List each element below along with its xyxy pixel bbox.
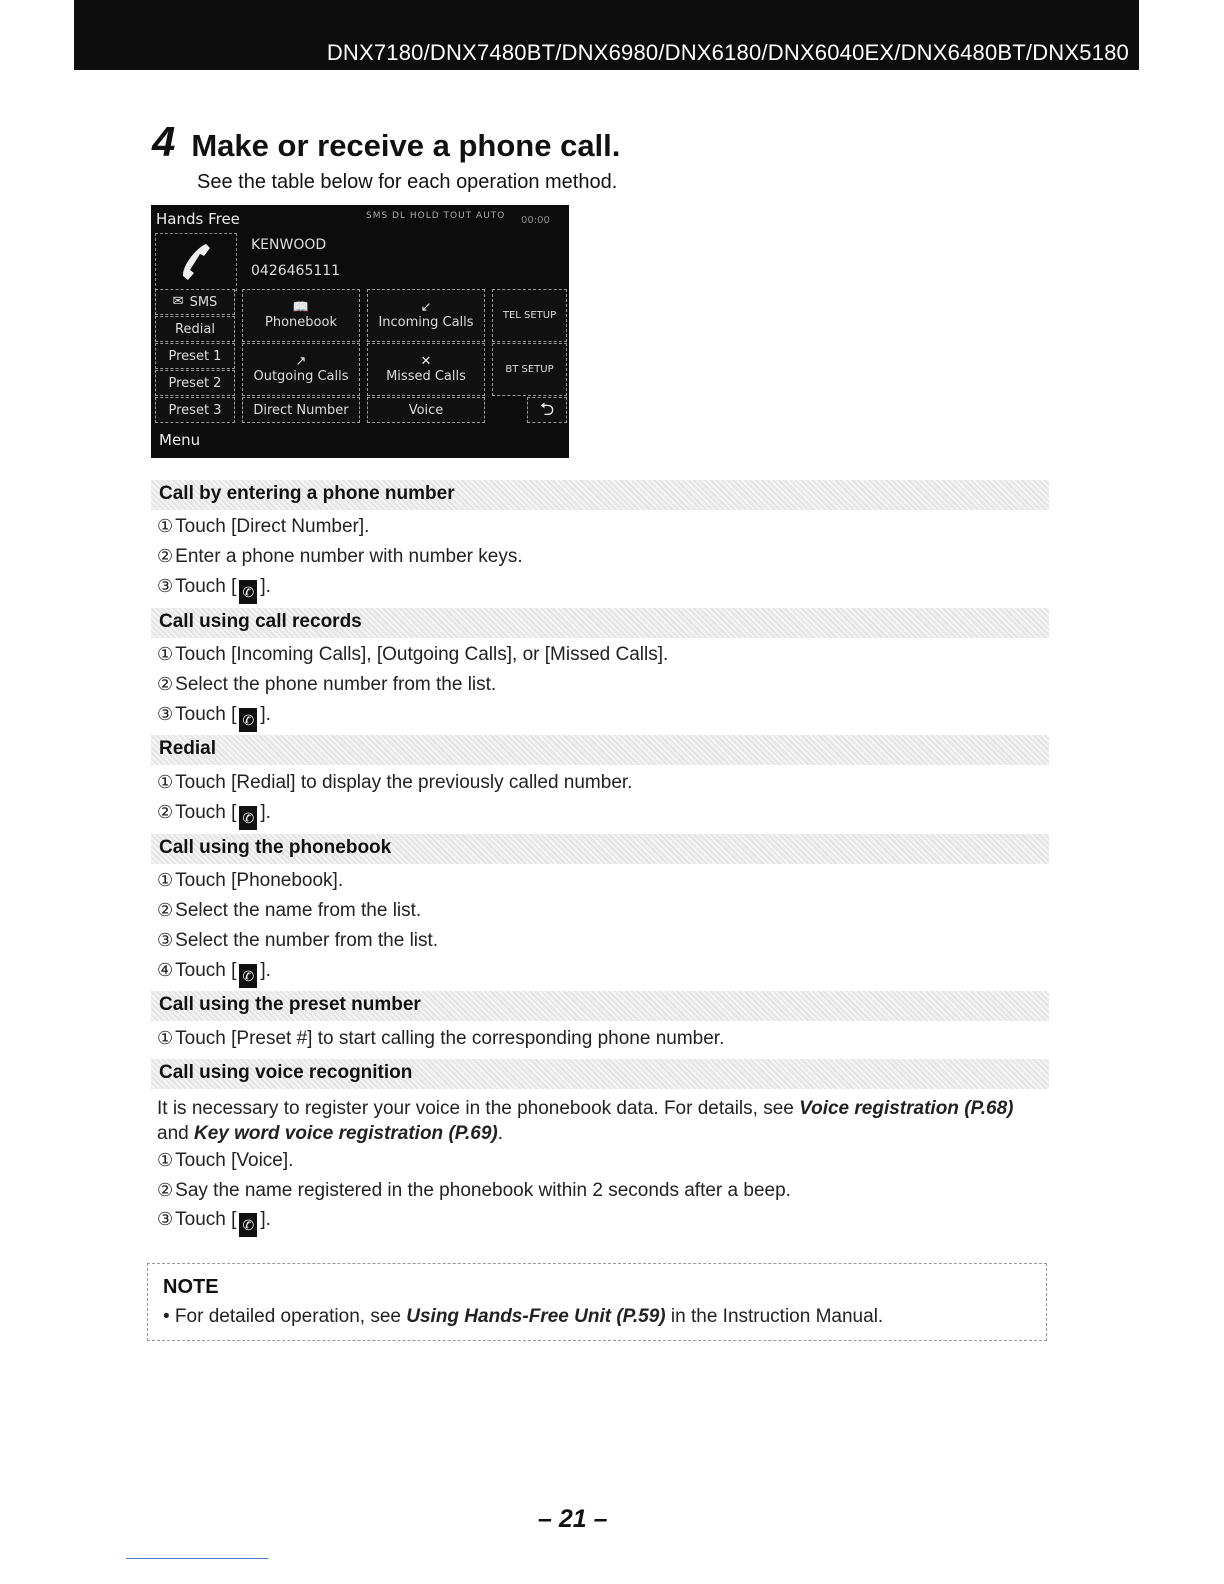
- call-icon: ✆: [239, 806, 257, 830]
- outgoing-call-icon: ↗: [295, 354, 307, 369]
- step-heading: [152, 118, 620, 166]
- direct-number-button[interactable]: Direct Number: [242, 397, 360, 423]
- preset-1-button[interactable]: Preset 1: [155, 343, 235, 369]
- section-heading: Call using the preset number: [151, 991, 1049, 1021]
- hands-free-screen: [151, 205, 569, 458]
- step-line: ② Say the name registered in the phonebook within 2 seconds after a beep.: [157, 1180, 791, 1201]
- step-line: ③ Touch [ ✆ ].: [157, 704, 271, 732]
- contact-number: 0426465111: [251, 263, 341, 279]
- voice-intro: It is necessary to register your voice in the phonebook data. For details, see Voice registration (P.68) and Key word voice registration (P.69).: [157, 1098, 1014, 1144]
- step-line: ① Touch [Incoming Calls], [Outgoing Calls], or [Missed Calls].: [157, 644, 669, 665]
- preset-3-button[interactable]: Preset 3: [155, 397, 235, 423]
- step-number: 4: [152, 118, 176, 165]
- menu-button[interactable]: Menu: [159, 431, 201, 449]
- preset-2-button[interactable]: Preset 2: [155, 370, 235, 396]
- sms-icon: ✉: [172, 294, 184, 309]
- sms-button[interactable]: ✉ SMS: [155, 289, 235, 315]
- model-list: DNX7180/DNX7480BT/DNX6980/DNX6180/DNX6040EX/DNX6480BT/DNX5180: [326, 40, 1129, 65]
- section-heading: Call using call records: [151, 608, 1049, 638]
- section-heading: Call by entering a phone number: [151, 480, 1049, 510]
- call-icon: ✆: [239, 708, 257, 732]
- missed-call-icon: ✕: [420, 354, 432, 369]
- step-line: ① Touch [Direct Number].: [157, 516, 370, 537]
- contact-name: KENWOOD: [251, 237, 327, 253]
- section-heading: Call using voice recognition: [151, 1059, 1049, 1089]
- outgoing-calls-button[interactable]: ↗ Outgoing Calls: [242, 343, 360, 396]
- step-line: ① Touch [Phonebook].: [157, 870, 344, 891]
- book-icon: 📖: [292, 300, 310, 315]
- call-icon: ✆: [239, 964, 257, 988]
- step-title: Make or receive a phone call.: [191, 128, 621, 163]
- section-heading: Call using the phonebook: [151, 834, 1049, 864]
- call-button[interactable]: [155, 233, 237, 291]
- step-line: ① Touch [Voice].: [157, 1150, 294, 1171]
- screen-title: Hands Free: [156, 210, 240, 228]
- section-heading: Redial: [151, 735, 1049, 765]
- step-line: ① Touch [Redial] to display the previously called number.: [157, 772, 633, 793]
- step-line: ④ Touch [ ✆ ].: [157, 960, 271, 988]
- note-title: NOTE: [163, 1276, 219, 1298]
- tel-setup-button[interactable]: TEL SETUP: [492, 289, 567, 342]
- clock: 00:00: [521, 215, 550, 226]
- step-line: ① Touch [Preset #] to start calling the corresponding phone number.: [157, 1028, 725, 1049]
- status-icons: SMS DL HOLD TOUT AUTO: [366, 211, 506, 221]
- phonebook-button[interactable]: 📖 Phonebook: [242, 289, 360, 342]
- voice-registration-ref: Voice registration (P.68): [799, 1098, 1014, 1119]
- note-body: • For detailed operation, see Using Hands-Free Unit (P.59) in the Instruction Manual.: [163, 1306, 884, 1327]
- note-box: [147, 1263, 1047, 1341]
- return-arrow-icon: ⮌: [539, 399, 555, 420]
- step-line: ② Touch [ ✆ ].: [157, 802, 271, 830]
- incoming-calls-button[interactable]: ↙ Incoming Calls: [367, 289, 485, 342]
- back-button[interactable]: [527, 397, 567, 423]
- footer-rule: [126, 1558, 268, 1559]
- call-icon: ✆: [239, 1213, 257, 1237]
- step-line: ③ Touch [ ✆ ].: [157, 1209, 271, 1237]
- step-line: ③ Touch [ ✆ ].: [157, 576, 271, 604]
- page-number: – 21 –: [538, 1505, 608, 1533]
- header-bar: [74, 0, 1139, 70]
- step-line: ② Select the phone number from the list.: [157, 674, 497, 695]
- step-line: ② Select the name from the list.: [157, 900, 422, 921]
- manual-ref: Using Hands-Free Unit (P.59): [406, 1306, 666, 1327]
- incoming-call-icon: ↙: [420, 300, 432, 315]
- step-subtitle: See the table below for each operation method.: [197, 171, 618, 193]
- step-line: ② Enter a phone number with number keys.: [157, 546, 523, 567]
- step-line: ③ Select the number from the list.: [157, 930, 439, 951]
- phone-handset-icon: [176, 240, 216, 284]
- voice-button[interactable]: Voice: [367, 397, 485, 423]
- missed-calls-button[interactable]: ✕ Missed Calls: [367, 343, 485, 396]
- redial-button[interactable]: Redial: [155, 316, 235, 342]
- keyword-registration-ref: Key word voice registration (P.69): [193, 1123, 498, 1144]
- bt-setup-button[interactable]: BT SETUP: [492, 343, 567, 396]
- call-icon: ✆: [239, 580, 257, 604]
